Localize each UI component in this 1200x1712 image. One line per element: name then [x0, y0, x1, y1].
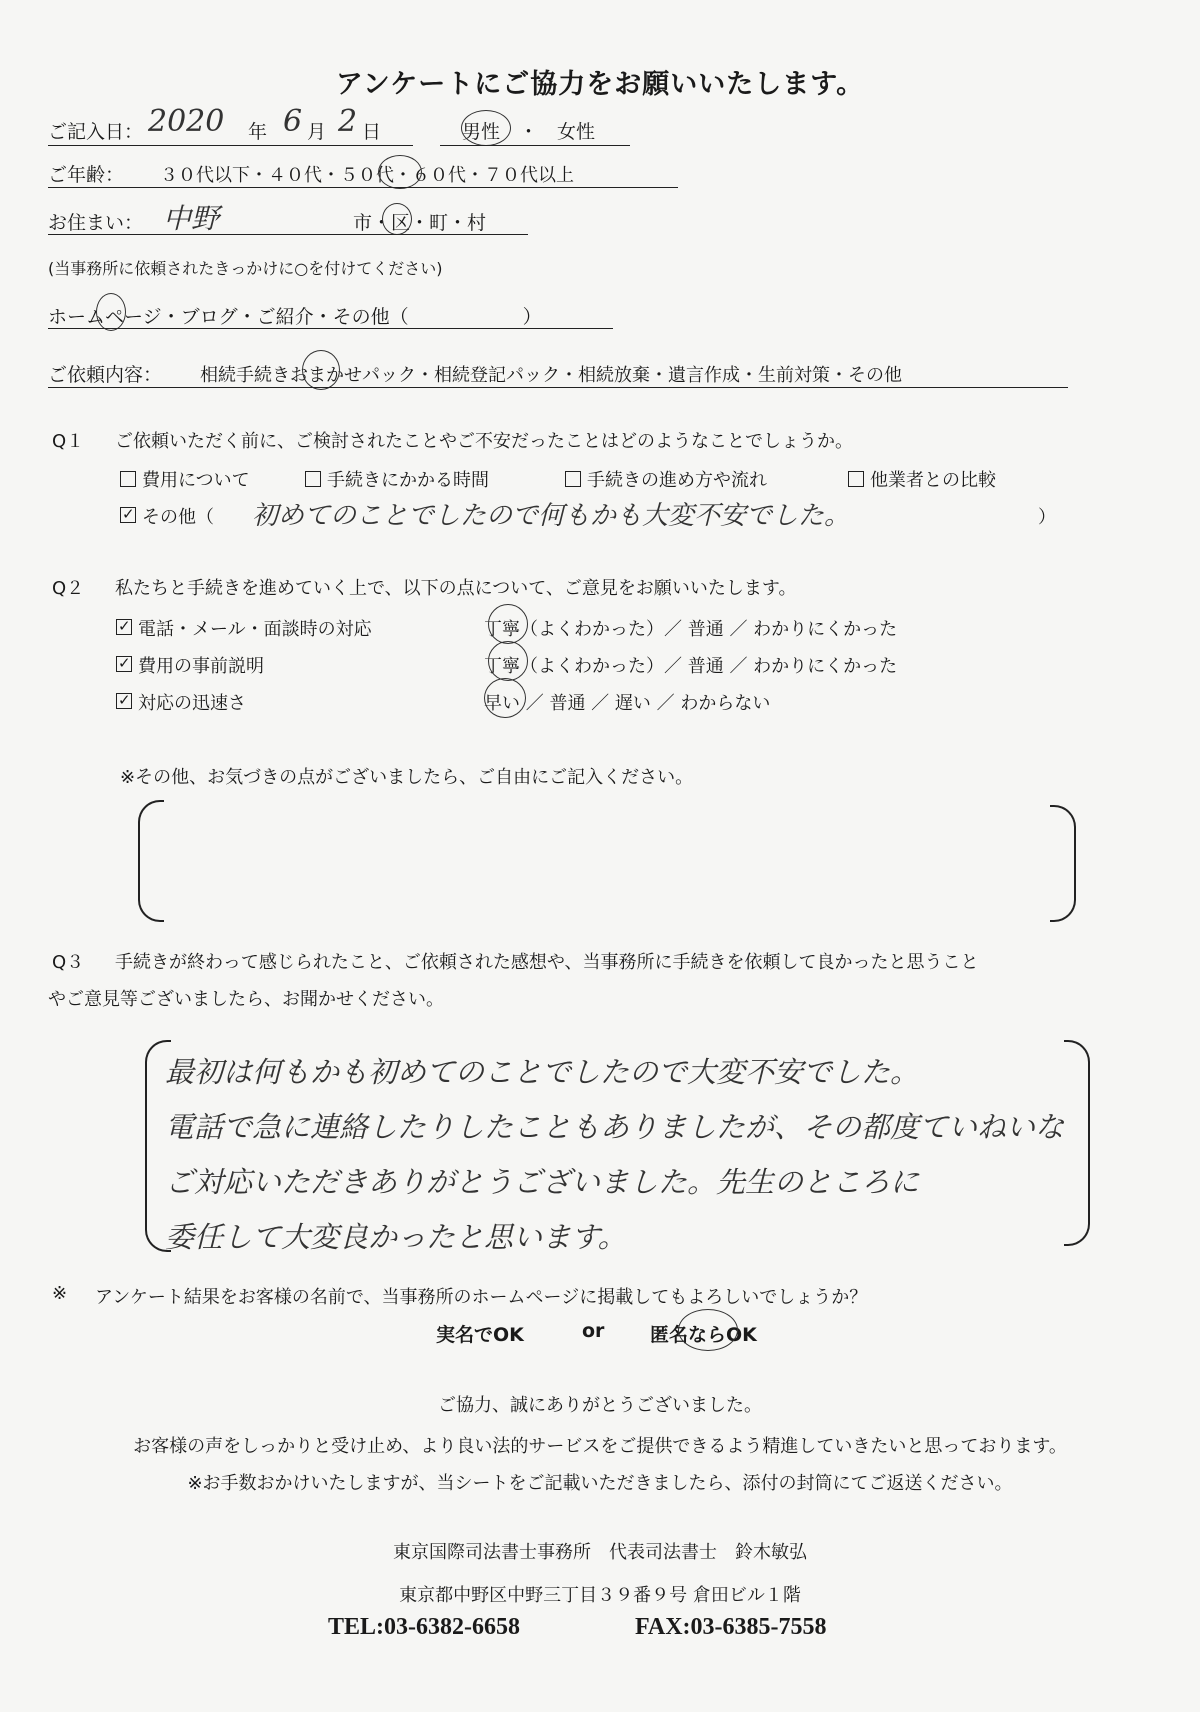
checked-checkbox[interactable]: [116, 693, 132, 709]
thanks-text: ご協力、誠にありがとうございました。: [438, 1395, 762, 1416]
date-month: 6: [283, 104, 303, 139]
publish-mark: ※: [52, 1283, 68, 1304]
date-underline: [48, 145, 413, 146]
request-package-circle: [302, 350, 340, 390]
q3-answer-bracket-right: [1064, 1040, 1090, 1246]
free-comment-bracket-right: [1050, 805, 1076, 922]
office-fax: FAX:03-6385-7558: [635, 1614, 827, 1640]
q3-question-line1: 手続きが終わって感じられたこと、ご依頼された感想や、当事務所に手続きを依頼して良かったと思うこと: [115, 952, 979, 973]
residence-underline: [48, 234, 528, 235]
q1-other-close: ）: [1038, 507, 1056, 528]
date-year: 2020: [148, 104, 225, 139]
q2-row-speed-options: 早い ／ 普通 ／ 遅い ／ わからない: [484, 693, 771, 714]
q2-row-cost: ✓費用の事前説明: [116, 652, 264, 678]
publish-option-anonymous: 匿名ならOK: [650, 1324, 757, 1346]
date-year-unit: 年: [248, 121, 268, 143]
q2-row-speed: ✓対応の迅速さ: [116, 689, 246, 715]
q3-answer-line2: 電話で急に連絡したりしたこともありましたが、その都度ていねいな: [165, 1110, 1065, 1144]
q1-option-other: ✓その他（: [120, 503, 214, 529]
q3-answer-line4: 委任して大変良かったと思います。: [165, 1220, 627, 1254]
trigger-underline: [48, 328, 613, 329]
q2-row2-choice-circle: [488, 641, 528, 681]
q1-question: ご依頼いただく前に、ご検討されたことやご不安だったことはどのようなことでしょうか。: [115, 431, 853, 452]
q2-row1-choice-circle: [488, 604, 528, 644]
publish-or: or: [582, 1320, 605, 1342]
checkbox[interactable]: [848, 471, 864, 487]
age-50s-circle: [378, 155, 422, 189]
office-name: 東京国際司法書士事務所 代表司法書士 鈴木敏弘: [393, 1542, 807, 1563]
date-month-unit: 月: [307, 121, 327, 143]
q1-option-process: 手続きの進め方や流れ: [565, 466, 767, 492]
closing-line1: お客様の声をしっかりと受け止め、より良い法的サービスをご提供できるよう精進していきたいと思っております。: [133, 1436, 1067, 1457]
age-options: ３０代以下・４０代・５０代・６０代・７０代以上: [160, 165, 574, 186]
trigger-note: (当事務所に依頼されたきっかけに○を付けてください): [48, 259, 443, 278]
publish-option-real-name: 実名でOK: [436, 1324, 524, 1346]
request-underline: [48, 387, 1068, 388]
closing-line2: ※お手数おかけいたしますが、当シートをご記載いただきましたら、添付の封筒にてご返送ください。: [187, 1473, 1013, 1494]
q1-number: Q１: [52, 431, 85, 452]
date-day: 2: [338, 104, 358, 139]
residence-ku-circle: [382, 203, 412, 235]
q2-number: Q２: [52, 578, 85, 599]
publish-question: アンケート結果をお客様の名前で、当事務所のホームページに掲載してもよろしいでしょうか？: [95, 1287, 868, 1308]
gender-underline: [440, 145, 630, 146]
q3-answer-line1: 最初は何もかも初めてのことでしたので大変不安でした。: [165, 1055, 920, 1089]
date-day-unit: 日: [362, 121, 382, 143]
checkbox[interactable]: [120, 471, 136, 487]
publish-anonymous-circle: [678, 1309, 738, 1351]
trigger-options: ホームページ・ブログ・ご紹介・その他（ ）: [48, 306, 542, 328]
q1-option-time: 手続きにかかる時間: [305, 466, 489, 492]
date-label: ご記入日：: [48, 121, 144, 143]
checked-checkbox[interactable]: [116, 656, 132, 672]
request-label: ご依頼内容：: [48, 364, 163, 386]
q3-question-line2: やご意見等ございましたら、お聞かせください。: [48, 989, 444, 1010]
office-tel: TEL:03-6382-6658: [328, 1614, 520, 1640]
office-address: 東京都中野区中野三丁目３９番９号 倉田ビル１階: [399, 1585, 801, 1606]
q2-row-response-options: 丁寧（よくわかった）／ 普通 ／ わかりにくかった: [484, 619, 898, 640]
free-comment-bracket-left: [138, 800, 164, 922]
q2-free-prompt: ※その他、お気づきの点がございましたら、ご自由にご記入ください。: [120, 767, 694, 788]
q2-row-response: ✓電話・メール・面談時の対応: [116, 615, 372, 641]
q1-other-answer: 初めてのことでしたので何もかも大変不安でした。: [252, 501, 851, 531]
q3-number: Q３: [52, 952, 85, 973]
q2-row3-choice-circle: [484, 678, 526, 718]
residence-label: お住まい：: [48, 212, 144, 234]
q1-option-cost: 費用について: [120, 466, 250, 492]
request-options: 相続手続きおまかせパック・相続登記パック・相続放棄・遺言作成・生前対策・その他: [200, 365, 902, 386]
gender-options: 男性 ・ 女性: [462, 121, 596, 143]
q1-option-compare: 他業者との比較: [848, 466, 996, 492]
checkbox[interactable]: [565, 471, 581, 487]
age-label: ご年齢：: [48, 164, 125, 186]
gender-male-circle: [461, 110, 511, 146]
checkbox[interactable]: [305, 471, 321, 487]
residence-value: 中野: [163, 202, 220, 235]
trigger-homepage-circle: [96, 293, 126, 331]
q3-answer-line3: ご対応いただきありがとうございました。先生のところに: [165, 1165, 920, 1199]
q2-row-cost-options: 丁寧（よくわかった）／ 普通 ／ わかりにくかった: [484, 656, 898, 677]
age-underline: [48, 187, 678, 188]
checked-checkbox[interactable]: [120, 507, 136, 523]
residence-options: 市・区・町・村: [353, 212, 487, 234]
q2-question: 私たちと手続きを進めていく上で、以下の点について、ご意見をお願いいたします。: [115, 578, 797, 599]
page-title: アンケートにご協力をお願いいたします。: [335, 69, 865, 100]
checked-checkbox[interactable]: [116, 619, 132, 635]
